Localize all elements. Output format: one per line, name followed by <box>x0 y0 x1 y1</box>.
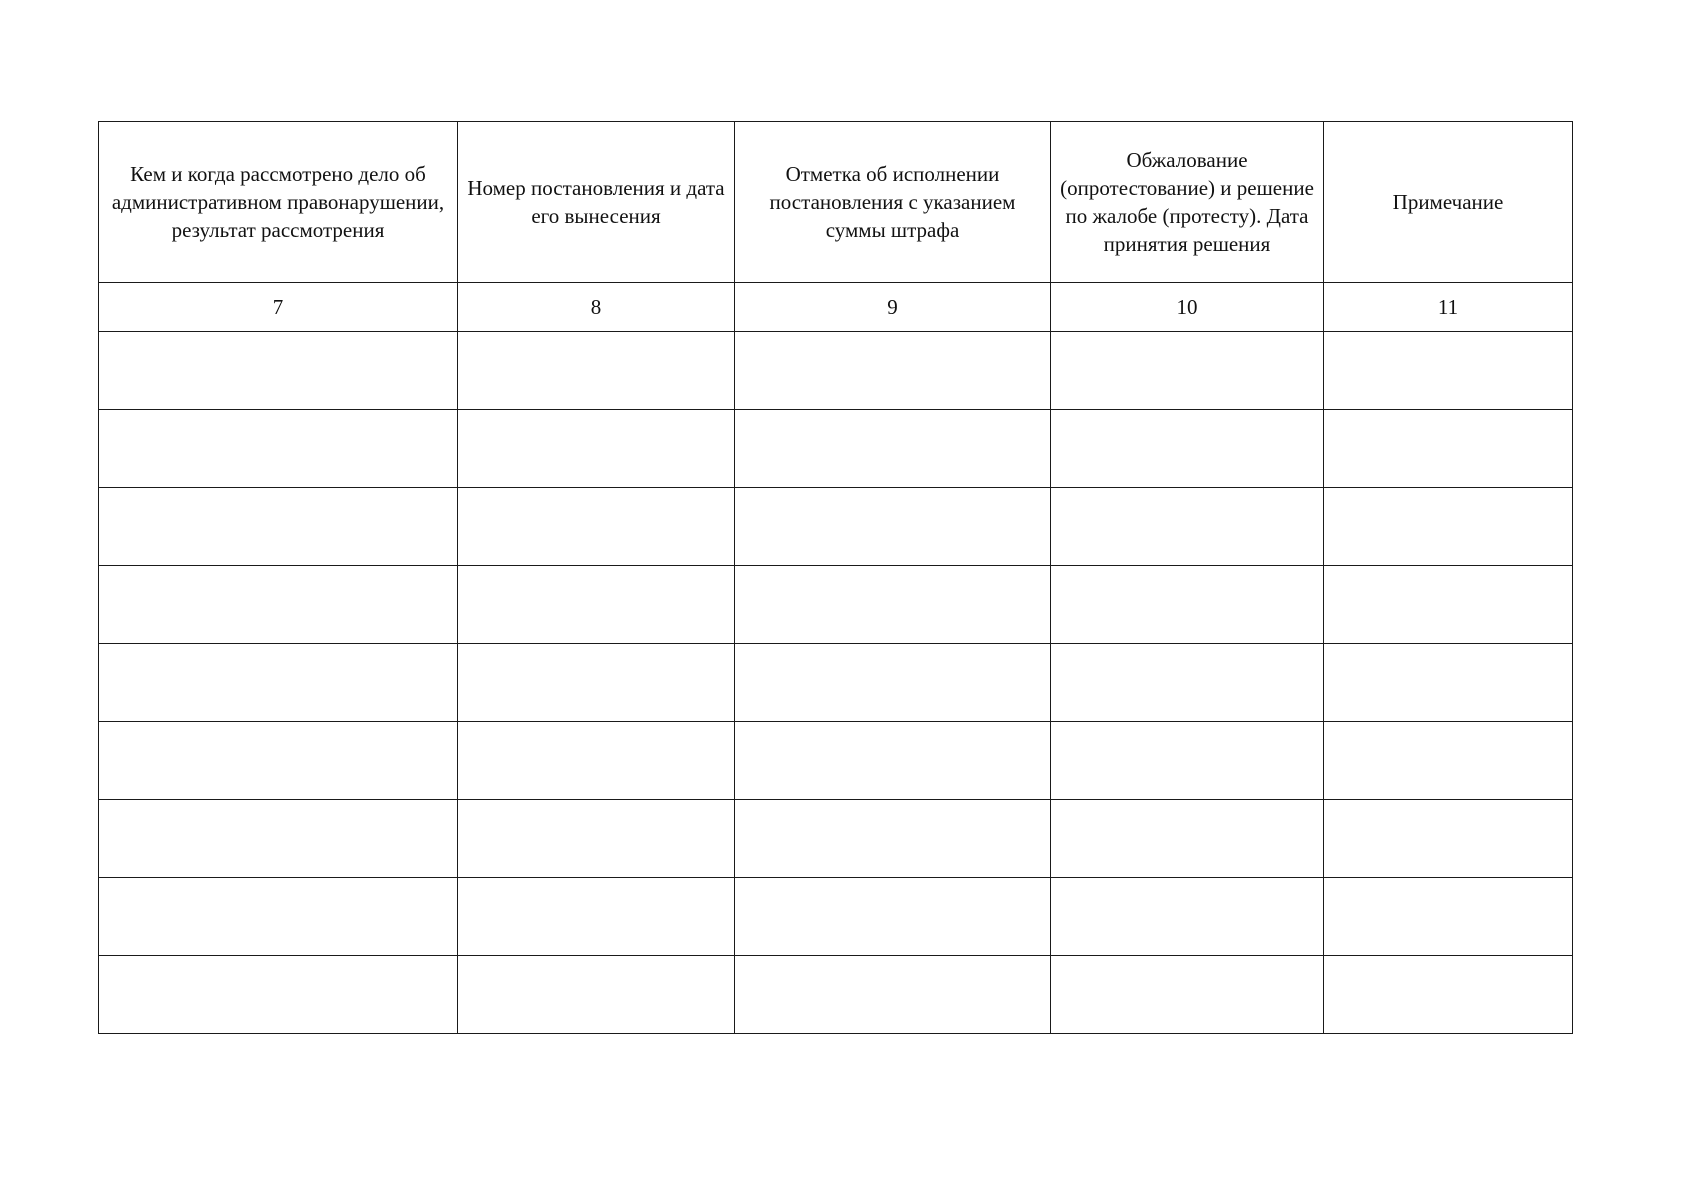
header-cell-note: Примечание <box>1324 122 1573 283</box>
table-cell <box>99 488 458 566</box>
table-cell <box>1324 800 1573 878</box>
table-cell <box>1324 410 1573 488</box>
table-cell <box>458 956 735 1034</box>
table-row <box>99 566 1573 644</box>
table-cell <box>735 878 1051 956</box>
table-row <box>99 722 1573 800</box>
table-cell <box>1051 956 1324 1034</box>
table-cell <box>1324 956 1573 1034</box>
table-cell <box>99 644 458 722</box>
header-cell-appeal: Обжалование (опротестование) и решение по жалобе (протесту). Дата принятия решения <box>1051 122 1324 283</box>
table-body <box>99 332 1573 1034</box>
table-row <box>99 800 1573 878</box>
table-cell <box>99 722 458 800</box>
table-cell <box>735 800 1051 878</box>
table-cell <box>458 410 735 488</box>
column-number-cell: 9 <box>735 283 1051 332</box>
table-cell <box>458 800 735 878</box>
table-cell <box>1051 644 1324 722</box>
table-cell <box>1051 410 1324 488</box>
table-cell <box>458 332 735 410</box>
table-row <box>99 332 1573 410</box>
table-cell <box>99 332 458 410</box>
table-cell <box>1324 566 1573 644</box>
table-row <box>99 410 1573 488</box>
table-cell <box>735 644 1051 722</box>
column-number-cell: 10 <box>1051 283 1324 332</box>
header-cell-resolution-number: Номер постановления и дата его вынесения <box>458 122 735 283</box>
table-cell <box>1324 644 1573 722</box>
table-cell <box>735 956 1051 1034</box>
table-cell <box>458 878 735 956</box>
table-cell <box>458 488 735 566</box>
column-number-cell: 11 <box>1324 283 1573 332</box>
header-cell-reviewed-by: Кем и когда рассмотрено дело об административном правонарушении, результат рассмотрения <box>99 122 458 283</box>
column-number-row <box>99 283 1573 332</box>
table-cell <box>458 566 735 644</box>
table-cell <box>1324 722 1573 800</box>
table-row <box>99 956 1573 1034</box>
table-cell <box>458 722 735 800</box>
table-row <box>99 488 1573 566</box>
table-cell <box>735 410 1051 488</box>
table-cell <box>99 956 458 1034</box>
header-cell-execution-mark: Отметка об исполнении постановления с указанием суммы штрафа <box>735 122 1051 283</box>
table-cell <box>1051 566 1324 644</box>
table-cell <box>735 332 1051 410</box>
table-cell <box>458 644 735 722</box>
table-cell <box>1051 488 1324 566</box>
table-cell <box>99 410 458 488</box>
table-cell <box>735 488 1051 566</box>
table-cell <box>99 566 458 644</box>
table-cell <box>1051 878 1324 956</box>
column-number-cell: 7 <box>99 283 458 332</box>
table-cell <box>735 722 1051 800</box>
table-cell <box>1051 332 1324 410</box>
table-cell <box>1324 488 1573 566</box>
column-number-cell: 8 <box>458 283 735 332</box>
table-row <box>99 644 1573 722</box>
register-table <box>98 121 1573 1034</box>
table-cell <box>99 878 458 956</box>
table-cell <box>99 800 458 878</box>
table-cell <box>1324 878 1573 956</box>
table-cell <box>1051 800 1324 878</box>
table-header-row <box>99 122 1573 283</box>
table-cell <box>1324 332 1573 410</box>
table-cell <box>1051 722 1324 800</box>
table-row <box>99 878 1573 956</box>
table-cell <box>735 566 1051 644</box>
